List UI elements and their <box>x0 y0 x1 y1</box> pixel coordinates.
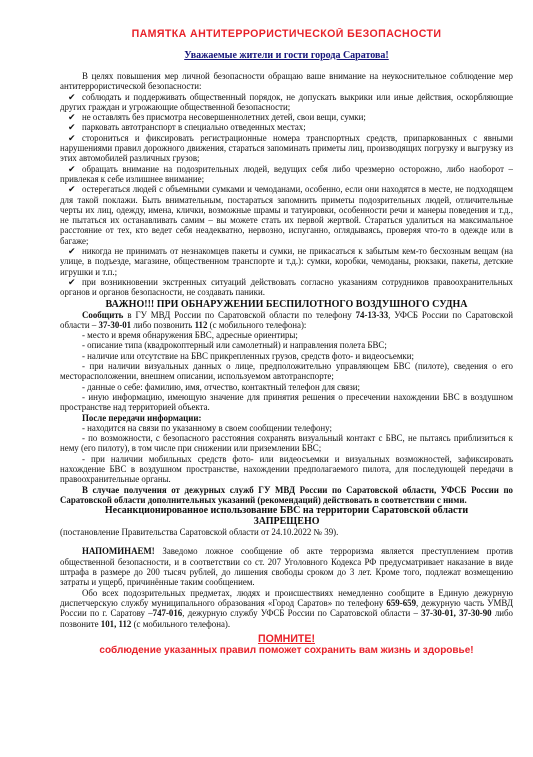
checkmark-icon: ✔ <box>68 246 76 257</box>
checkmark-icon: ✔ <box>68 91 76 102</box>
checkmark-icon: ✔ <box>68 184 76 195</box>
contacts-paragraph: Обо всех подозрительных предметах, людях и происшествиях немедленно сообщите в Единую дежурную диспетчерскую службу муниципального образования «Город Саратов» по телефону 659-659, дежурную часть УМВД России по г. Саратову –747-016, дежурную службу УФСБ России по Саратовской области – 37-30-01, 37-30-90 либо позвоните 101, 112 (с мобильного телефона). <box>60 587 513 629</box>
after-item: - при наличии мобильных средств фото- или видеосъемки и визуальных возможностей, зафиксировать нахождение БВС в воздушном пространстве, нахождении предполагаемого пилота, для последующей передачи в правоохранительные органы. <box>60 453 513 485</box>
footer-slogan: соблюдение указанных правил поможет сохранить вам жизнь и здоровье! <box>99 644 474 656</box>
important-heading: ВАЖНО!!! ПРИ ОБНАРУЖЕНИИ БЕСПИЛОТНОГО ВОЗДУШНОГО СУДНА <box>105 298 468 310</box>
remind-paragraph: НАПОМИНАЕМ! Заведомо ложное сообщение об акте терроризма является преступлением против общественной безопасности, и в соответствии со ст. 207 Уголовного Кодекса РФ предусматривает наказание в виде штрафа в размере до 200 тысяч рублей, до лишения свободы сроком до 3 лет. Кроме того, подлежат возмещению затраты и ущерб, причинённые таким сообщением. <box>60 546 513 588</box>
after-item: - по возможности, с безопасного расстояния сохранять визуальный контакт с БВС, не пытаясь приблизиться к нему (его пилоту), в том числе при снижении или приземлении БВС; <box>60 433 513 454</box>
ban-reference: (постановление Правительства Саратовской области от 24.10.2022 № 39). <box>60 527 339 538</box>
report-item: - данные о себе: фамилию, имя, отчество, контактный телефон для связи; <box>82 381 360 392</box>
list-item: ✔ остерегаться людей с объемными сумками и чемоданами, особенно, если они находятся в месте, не подходящем для такой поклажи. Быть внимательным, постараться запомнить приметы подозрительных людей, отличительные черты их лиц, одежду, имена, клички, возможные шрамы и татуировки, особенности речи и манеры поведения и т.д., не пытаться их останавливать самим – вы можете стать их первой жертвой. Стараться удалиться на максимальное расстояние от тех, кто ведет себя неадекватно, нервозно, испуганно, оглядываясь, проверяя что-то в одежде или в багаже; <box>60 184 513 246</box>
greeting: Уважаемые жители и гости города Саратова! <box>184 50 389 61</box>
rules-list <box>60 92 513 298</box>
list-item: ✔ сторониться и фиксировать регистрационные номера транспортных средств, припаркованных с явными нарушениями правил дорожного движения, стараться запоминать приметы лиц, производящих погрузку и выгрузку из этих автомобилей различных грузов; <box>60 132 513 164</box>
checkmark-icon: ✔ <box>68 163 76 174</box>
report-item: - место и время обнаружения БВС, адресные ориентиры; <box>82 330 298 341</box>
checkmark-icon: ✔ <box>68 122 76 133</box>
after-heading: После передачи информации: <box>82 412 202 423</box>
ban-notice: Несанкционированное использование БВС на территории Саратовской области <box>104 505 469 517</box>
list-item: ✔ не оставлять без присмотра несовершеннолетних детей, свои вещи, сумки; <box>68 112 366 123</box>
after-item: - находится на связи по указанному в своем сообщении телефону; <box>82 422 332 433</box>
memo-title: ПАМЯТКА АНТИТЕРРОРИСТИЧЕСКОЙ БЕЗОПАСНОСТИ <box>131 28 442 40</box>
report-item: - при наличии визуальных данных о лице, предположительно управляющем БВС (пилоте), сведения о его месторасположении, внешнем описании, используемом автотранспорте; <box>60 361 513 382</box>
list-item: ✔ при возникновении экстренных ситуаций действовать согласно указаниям сотрудников правоохранительных органов и органов безопасности, не создавать паники. <box>60 276 513 298</box>
intro-paragraph: В целях повышения мер личной безопасности обращаю ваше внимание на неукоснительное соблюдение мер антитеррористической безопасности: <box>60 71 513 92</box>
checkmark-icon: ✔ <box>68 276 76 287</box>
memo-document <box>60 28 513 740</box>
list-item: ✔ соблюдать и поддерживать общественный порядок, не допускать выкрики или иные действия, оскорбляющие других граждан и угрожающие общественной безопасности; <box>60 91 513 112</box>
checkmark-icon: ✔ <box>68 132 76 143</box>
list-item: ✔ парковать автотранспорт в специально отведенных местах; <box>68 122 306 133</box>
ban-word: ЗАПРЕЩЕНО <box>253 516 320 528</box>
report-paragraph: Сообщить в ГУ МВД России по Саратовской области по телефону 74-13-33, УФСБ России по Саратовской области – 37-30-01 либо позвонить 112 (с мобильного телефона): <box>60 309 513 330</box>
list-item: ✔ обращать внимание на подозрительных людей, ведущих себя либо чрезмерно осторожно, либо наоборот – привлекая к себе излишнее внимание; <box>60 163 513 184</box>
duty-note: В случае получения от дежурных служб ГУ МВД России по Саратовской области, УФСБ России по Саратовской области дополнительных указаний (рекомендаций) действовать в соответствии с ними. <box>60 484 513 505</box>
report-item: - наличие или отсутствие на БВС прикрепленных грузов, средств фото- и видеосъемки; <box>82 350 414 361</box>
report-item: - описание типа (квадрокоптерный или самолетный) и направления полета БВС; <box>82 340 387 351</box>
footer-remember: ПОМНИТЕ! <box>257 632 315 645</box>
list-item: ✔ никогда не принимать от незнакомцев пакеты и сумки, не прикасаться к забытым кем-то бесхозным вещам (на улице, в подъезде, магазине, общественном транспорте и т.д.): сумки, коробки, чемоданы, рюкзаки, пакеты, детские игрушки и т.п.; <box>60 246 513 277</box>
report-item: - иную информацию, имеющую значение для принятия решения о пресечении нахождении БВС в воздушном пространстве над территорией объекта. <box>60 391 513 413</box>
checkmark-icon: ✔ <box>68 112 76 123</box>
